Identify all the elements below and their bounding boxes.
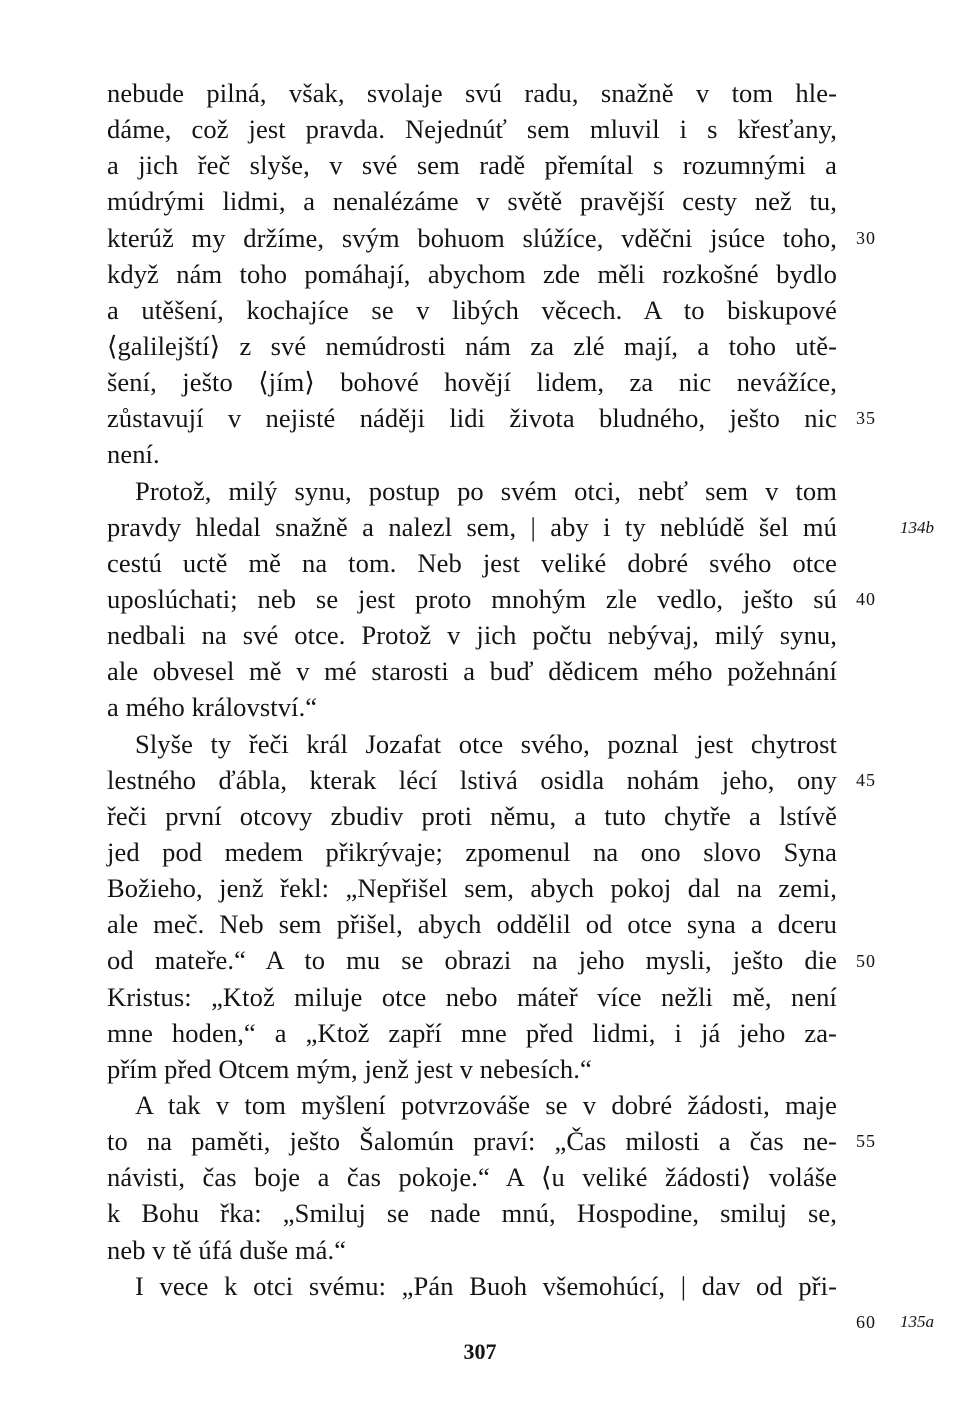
text-line: uposlúchati; neb se jest proto mnohým zle vedlo, ješto sú [107,583,837,614]
line-number: 60 [856,1312,876,1333]
line-number: 30 [856,227,876,248]
text-line: a utěšení, kochajíce se v libých věcech. A to biskupové [107,294,837,325]
text-line: zůstavují v nejisté náději lidi života bludného, ješto nic [107,403,837,434]
text-line: a mého království.“ [107,692,318,723]
text-line: cestú uctě mě na tom. Neb jest veliké dobré svého otce [107,547,837,578]
text-line: dáme, což jest pravda. Nejednúť sem mluvil i s křesťany, [107,114,837,145]
line-number: 40 [856,589,876,610]
text-line: múdrými lidmi, a nenalézáme v světě pravější cesty než tu, [107,186,837,217]
folio-reference: 135a [900,1312,934,1332]
text-line: pravdy hledal snažně a nalezl sem, | aby i ty neblúdě šel mú [107,511,837,542]
text-line: jed pod medem přikrývaje; zpomenul na ono slovo Syna [107,836,837,867]
paragraph-start-line: I vece k otci svému: „Pán Buoh všemohúcí, | dav od při- [135,1270,837,1301]
line-number: 50 [856,950,876,971]
paragraph-start-line: A tak v tom myšlení potvrzováše se v dobré žádosti, maje [135,1089,837,1120]
paragraph-start-line: Slyše ty řeči král Jozafat otce svého, poznal jest chytrost [135,728,837,759]
text-line: není. [107,439,160,470]
text-line: přím před Otcem mým, jenž jest v nebesích.“ [107,1053,592,1084]
line-number: 45 [856,769,876,790]
line-number: 55 [856,1131,876,1152]
text-line: od mateře.“ A to mu se obrazi na jeho mysli, ješto die [107,945,837,976]
text-line: neb v tě úfá duše má.“ [107,1234,347,1265]
text-line: to na paměti, ješto Šalomún praví: „Čas milosti a čas ne- [107,1126,837,1157]
folio-reference: 134b [900,517,934,537]
text-line: ale obvesel mě v mé starosti a buď dědicem mého požehnání [107,656,837,687]
line-number: 35 [856,408,876,429]
text-line: nedbali na své otce. Protož v jich počtu nebývaj, milý synu, [107,620,837,651]
text-line: řeči první otcovy zbudiv proti němu, a tuto chytře a lstívě [107,800,837,831]
text-line: a jich řeč slyše, v své sem radě přemítal s rozumnými a [107,150,837,181]
text-line: nebude pilná, však, svolaje svú radu, snažně v tom hle- [107,78,837,108]
paragraph-start-line: Protož, milý synu, postup po svém otci, nebť sem v tom [135,475,837,506]
text-line: Kristus: „Ktož miluje otce nebo máteř více nežli mě, není [107,981,837,1012]
text-line: návisti, čas boje a čas pokoje.“ A ⟨u veliké žádosti⟩ voláše [107,1162,837,1193]
text-line: mne hoden,“ a „Ktož zapří mne před lidmi, i já jeho za- [107,1017,837,1048]
text-line: k Bohu řka: „Smiluj se nade mnú, Hospodine, smiluj se, [107,1198,837,1229]
text-line: kterúž my držíme, svým bohuom slúžíce, vděčni jsúce toho, [107,222,837,253]
text-line: šení, ješto ⟨jím⟩ bohové hovějí lidem, za nic nevážíce, [107,367,837,398]
text-line: ale meč. Neb sem přišel, abych oddělil od otce syna a dceru [107,909,837,940]
body-text [107,75,837,1304]
text-line: když nám toho pomáhají, abychom zde měli rozkošné bydlo [107,258,837,289]
text-line: Božieho, jenž řekl: „Nepřišel sem, abych pokoj dal na zemi, [107,873,837,904]
text-line: lestného ďábla, kterak lécí lstivá osidla nohám jeho, ony [107,764,837,795]
text-line: ⟨galilejští⟩ z své nemúdrosti nám za zlé mají, a toho utě- [107,330,837,361]
page-number: 307 [463,1339,497,1364]
